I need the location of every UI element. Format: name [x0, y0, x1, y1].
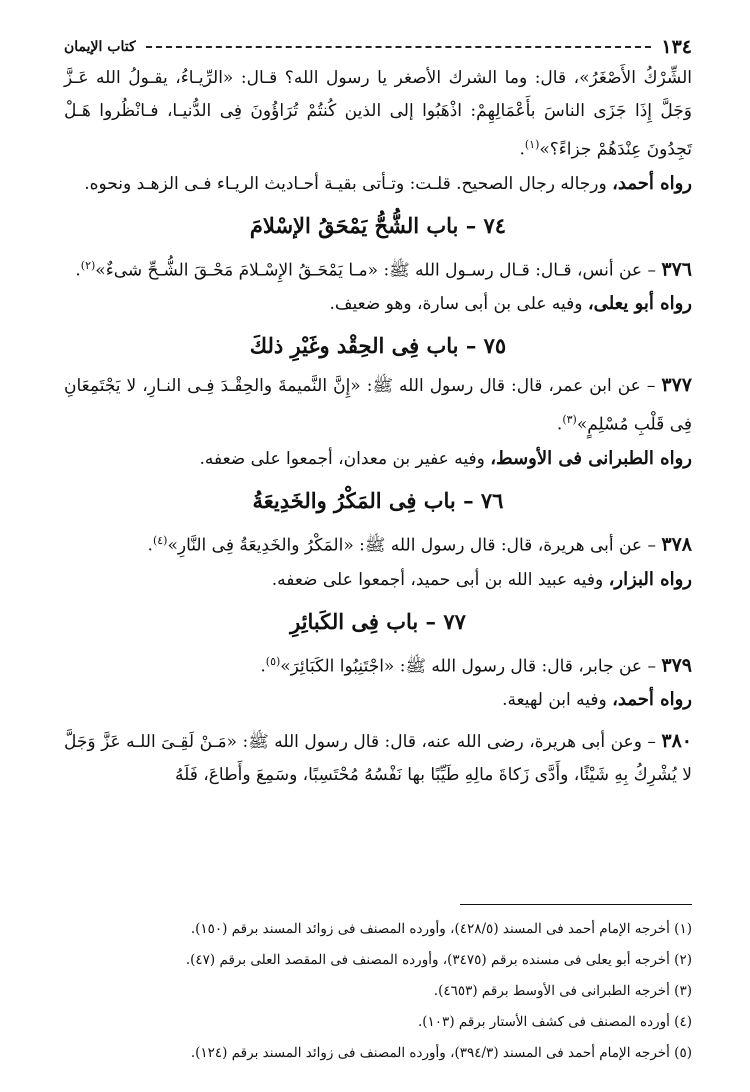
narrator-name: رواه أبو يعلى،	[587, 293, 692, 315]
hadith-number: ٣٨٠	[661, 730, 692, 753]
narration-note: ورجاله رجال الصحيح. قلـت: وتـأتى بقيـة أحـاديث الريـاء فـى الزهـد ونحوه.	[84, 173, 613, 194]
narrator-name: رواه الطبرانى فى الأوسط،	[490, 447, 692, 469]
hadith-380	[64, 725, 692, 792]
footnotes	[64, 914, 692, 1069]
narrator-name: رواه أحمد،	[612, 689, 692, 711]
hadith-number: ٣٧٨	[661, 533, 692, 556]
hadith-text: – عن جابر، قال: قال رسول الله ﷺ: «اجْتَنِبُوا الكَبَائِرَ»	[280, 656, 662, 677]
hadith-tail: .	[75, 260, 81, 281]
narration-note: وفيه عفير بن معدان، أجمعوا على ضعفه.	[199, 448, 491, 469]
hadith-text: – وعن أبى هريرة، رضى الله عنه، قال: قال رسول الله ﷺ: «مَـنْ لَقِـىَ اللـه عَزَّ وَجَلَّ لا يُشْرِكُ بِهِ شَيْئًا، وأَدَّى زَكاةَ مالِهِ طَيِّبًا بها نَفْسُهُ مُحْتَسِبًا، وسَمِعَ وأَطاعَ، فَلَهُ	[64, 732, 692, 786]
intro-line-2: وَجَلَّ إِذَا جَزَى الناسَ بأَعْمَالِهِمْ: اذْهَبُوا إلى الذين كُنتُمْ تُرَاؤُونَ فِى الدُّنيـا، فـانْظُروا هَـلْ	[64, 101, 692, 121]
intro-line-1: الشِّرْكُ الأَصْغَرُ»، قال: وما الشرك الأصغر يا رسول الله؟ قـال: «الرِّيـاءُ، يقـولُ الله عَـزَّ	[64, 68, 692, 88]
narrator-name: رواه البزار،	[608, 568, 692, 590]
hadith-tail: .	[260, 656, 266, 677]
footnote-2: (٢) أخرجه أبو يعلى فى مسنده برقم (٣٤٧٥)، وأورده المصنف فى المقصد العلى برقم (٤٧).	[185, 952, 692, 968]
narration-ahmad-2	[64, 683, 692, 717]
footnote-4: (٤) أورده المصنف فى كشف الأستار برقم (١٠٣).	[417, 1014, 692, 1030]
narrator-name: رواه أحمد،	[612, 172, 692, 194]
hadith-378	[64, 524, 692, 563]
hadith-number: ٣٧٧	[661, 374, 692, 397]
intro-tail: .	[519, 139, 525, 160]
hadith-text: – عن أبى هريرة، قال: قال رسول الله ﷺ: «المَكْرُ والخَدِيعَةُ فِى النَّارِ»	[167, 535, 662, 556]
chapter-75-heading: ٧٥ – باب فِى الحِقْد وغَيْرِ ذلكَ	[249, 333, 507, 359]
footnote-ref-3: (٣)	[562, 413, 577, 427]
hadith-tail: .	[556, 414, 563, 435]
hadith-number: ٣٧٩	[661, 654, 692, 677]
footnote-5: (٥) أخرجه الإمام أحمد فى المسند (٣٩٤/٣)، وأورده المصنف فى زوائد المسند برقم (١٢٤).	[190, 1045, 692, 1061]
chapter-74-heading: ٧٤ – باب الشُّحُّ يَمْحَقُ الإسْلامَ	[249, 212, 507, 238]
narration-tabarani	[64, 442, 692, 476]
chapter-76-heading: ٧٦ – باب فِى المَكْرُ والخَدِيعَةُ	[252, 487, 504, 513]
running-header	[64, 32, 692, 62]
footnote-3: (٣) أخرجه الطبرانى فى الأوسط برقم (٤٦٥٣).	[433, 983, 692, 999]
narration-ahmad-1	[64, 167, 692, 201]
narration-note: وفيه عبيد الله بن أبى حميد، أجمعوا على ضعفه.	[271, 569, 609, 590]
narration-abu-yala	[64, 287, 692, 321]
footnote-ref-1: (١)	[524, 138, 540, 151]
header-dashed-rule	[146, 46, 652, 48]
intro-hadith-continuation	[64, 62, 692, 167]
intro-line-3: تَجِدُونَ عِنْدَهُمْ جزاءً؟»	[539, 139, 692, 160]
narration-bazzar	[64, 563, 692, 597]
hadith-text: – عن أنس، قـال: قـال رسـول الله ﷺ: «مـا يَمْحَـقُ الإِسْـلامَ مَحْـقَ الشُّـحِّ شىءٌ»	[95, 260, 662, 281]
narration-note: وفيه على بن أبى سارة، وهو ضعيف.	[329, 294, 588, 315]
footnote-1: (١) أخرجه الإمام أحمد فى المسند (٤٢٨/٥)، وأورده المصنف فى زوائد المسند برقم (١٥٠).	[190, 921, 692, 937]
chapter-77-heading: ٧٧ – باب فِى الكَبائِرِ	[290, 608, 466, 634]
footnote-ref-4: (٤)	[152, 533, 168, 547]
hadith-377	[64, 369, 692, 442]
footnote-ref-5: (٥)	[265, 654, 281, 668]
footnote-ref-2: (٢)	[80, 258, 96, 272]
hadith-376	[64, 249, 692, 288]
hadith-379	[64, 645, 692, 684]
hadith-tail: .	[147, 535, 153, 556]
hadith-text: – عن ابن عمر، قال: قال رسول الله ﷺ: «إِنَّ النَّميمةَ والحِقْـدَ فِـى النـارِ، لا يَجْتَمِعَانِ فِى قَلْبِ مُسْلِمٍ»	[64, 376, 692, 435]
book-title: كتاب الإيمان	[64, 39, 136, 55]
page-number: ١٣٤	[661, 36, 692, 58]
narration-note: وفيه ابن لهيعة.	[502, 690, 613, 711]
footnote-separator	[460, 904, 692, 905]
hadith-number: ٣٧٦	[661, 258, 692, 281]
